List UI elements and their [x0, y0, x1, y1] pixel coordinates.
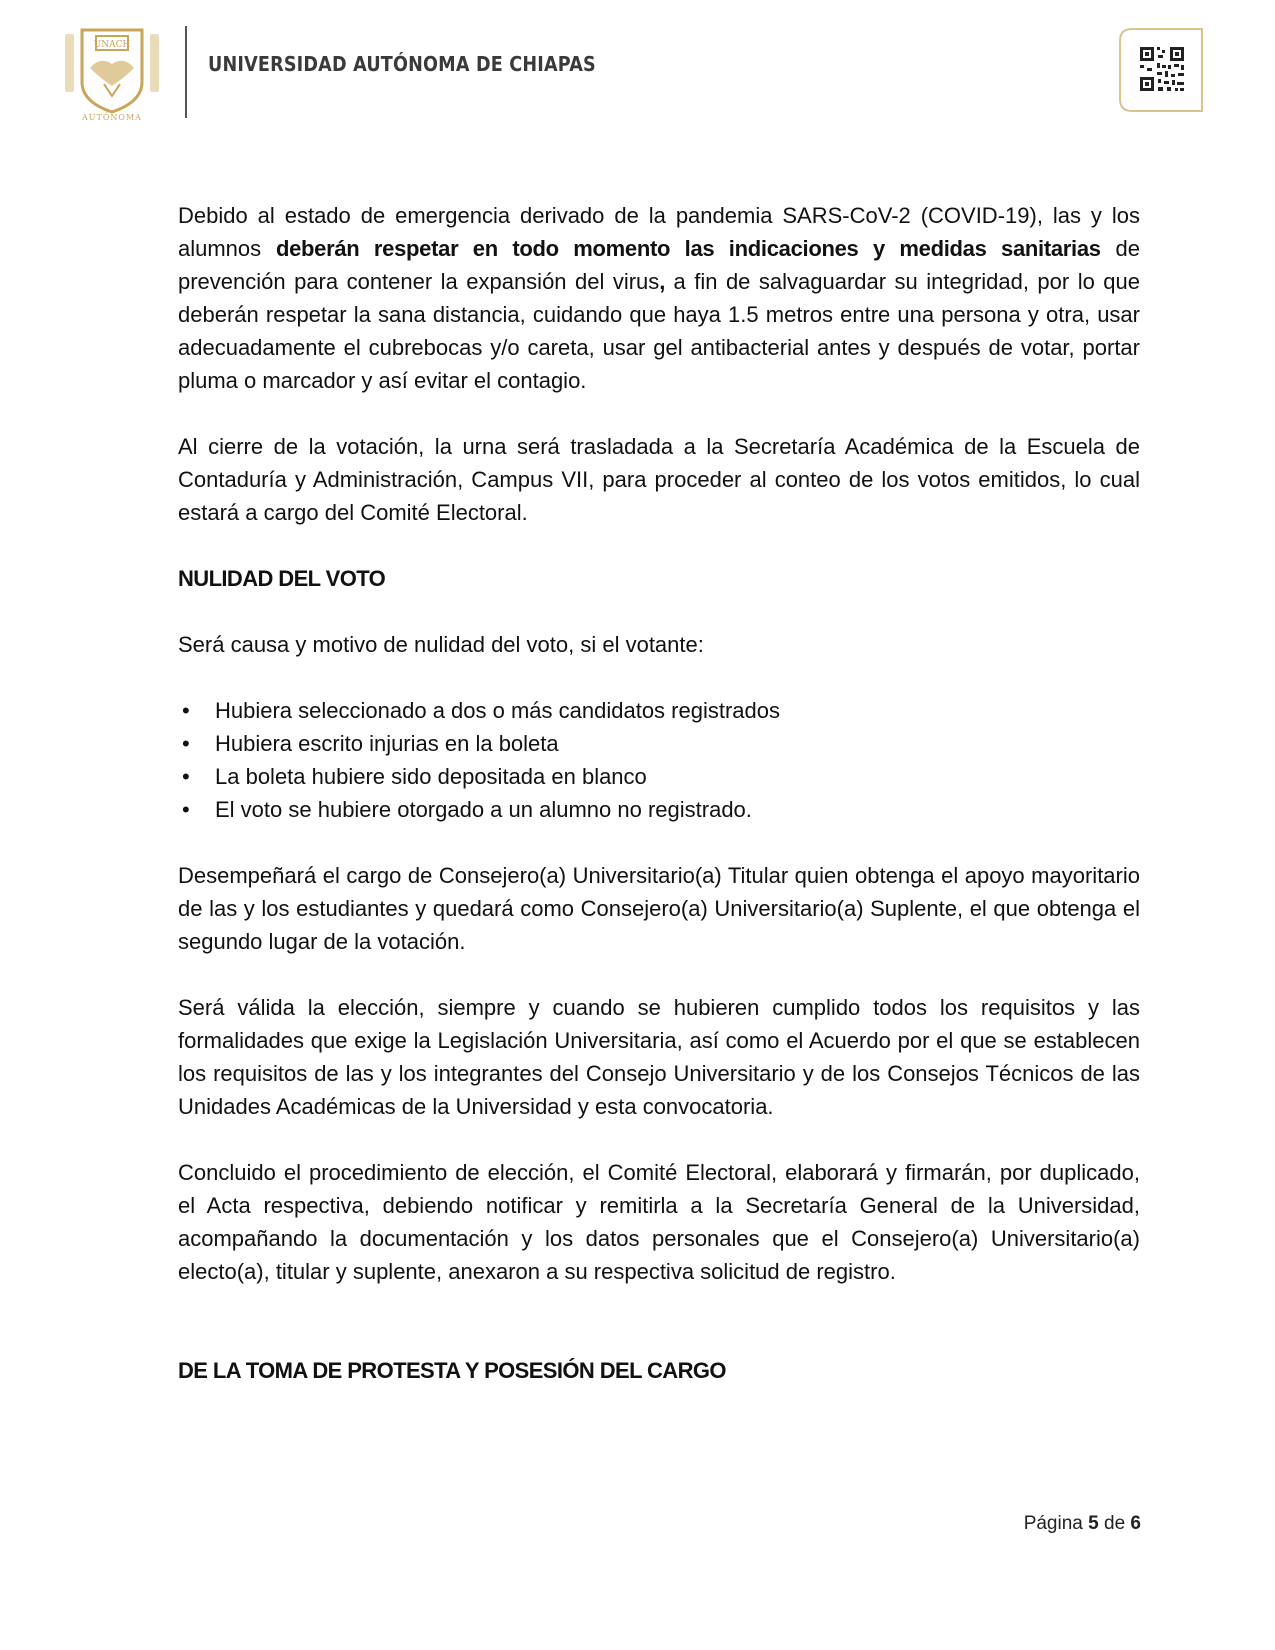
header-divider: [185, 26, 187, 118]
bullet-icon: •: [182, 764, 190, 789]
bold-emphasis: deberán respetar en todo momento las indicaciones y medidas sanitarias: [275, 236, 1101, 261]
paragraph-validez: Será válida la elección, siempre y cuando se hubieren cumplido todos los requisitos y las formalidades que exige la Legislación Universitaria, así como el Acuerdo por el que se establecen los requisitos de las y los integrantes del Consejo Universitario y de los Consejos Técnicos de las Unidades Académicas de la Universidad y esta convocatoria.: [178, 995, 1140, 1119]
nulidad-list: [178, 694, 1140, 826]
section-heading-nulidad: NULIDAD DEL VOTO: [178, 566, 386, 591]
bullet-icon: •: [182, 797, 190, 822]
page-number: Página 5 de 6: [1023, 1513, 1141, 1534]
paragraph-titular-suplente: Desempeñará el cargo de Consejero(a) Universitario(a) Titular quien obtenga el apoyo mayoritario de las y los estudiantes y quedará como Consejero(a) Universitario(a) Suplente, el que obtenga el segundo lugar de la votación.: [178, 863, 1140, 954]
list-item: • Hubiera escrito injurias en la boleta: [178, 727, 1140, 760]
list-item: • La boleta hubiere sido depositada en blanco: [178, 760, 1140, 793]
paragraph-vote-count: Al cierre de la votación, la urna será trasladada a la Secretaría Académica de la Escuela de Contaduría y Administración, Campus VII, para proceder al conteo de los votos emitidos, lo cual estará a cargo del Comité Electoral.: [178, 434, 1140, 525]
qr-code-icon: [1118, 27, 1204, 113]
bullet-icon: •: [182, 731, 190, 756]
svg-text:UNACH: UNACH: [93, 40, 131, 50]
university-seal-icon: [62, 24, 162, 122]
paragraph-acta: Concluido el procedimiento de elección, el Comité Electoral, elaborará y firmarán, por duplicado, el Acta respectiva, debiendo notificar y remitirla a la Secretaría General de la Universidad, acompañando la documentación y los datos personales que el Consejero(a) Universitario(a) electo(a), titular y suplente, anexaron a su respectiva solicitud de registro.: [178, 1160, 1140, 1284]
paragraph-covid-measures: Debido al estado de emergencia derivado de la pandemia SARS-CoV-2 (COVID-19), las y los alumnos deberán respetar en todo momento las indicaciones y medidas sanitarias de prevención para contener la expansión del virus, a fin de salvaguardar su integridad, por lo que deberán respetar la sana distancia, cuidando que haya 1.5 metros entre una persona y otra, usar adecuadamente el cubrebocas y/o careta, usar gel antibacterial antes y después de votar, portar pluma o marcador y así evitar el contagio.: [178, 203, 1140, 393]
bullet-icon: •: [182, 698, 190, 723]
list-item: • El voto se hubiere otorgado a un alumno no registrado.: [178, 793, 1140, 826]
list-item: • Hubiera seleccionado a dos o más candidatos registrados: [178, 694, 1140, 727]
paragraph-nulidad-intro: Será causa y motivo de nulidad del voto, si el votante:: [178, 632, 704, 657]
page-header: [0, 0, 1275, 130]
document-body: [178, 199, 1140, 1387]
university-name: UNIVERSIDAD AUTÓNOMA DE CHIAPAS: [208, 52, 596, 76]
section-heading-toma-protesta: DE LA TOMA DE PROTESTA Y POSESIÓN DEL CARGO: [178, 1358, 726, 1383]
svg-text:AUTÓNOMA: AUTÓNOMA: [82, 113, 142, 122]
